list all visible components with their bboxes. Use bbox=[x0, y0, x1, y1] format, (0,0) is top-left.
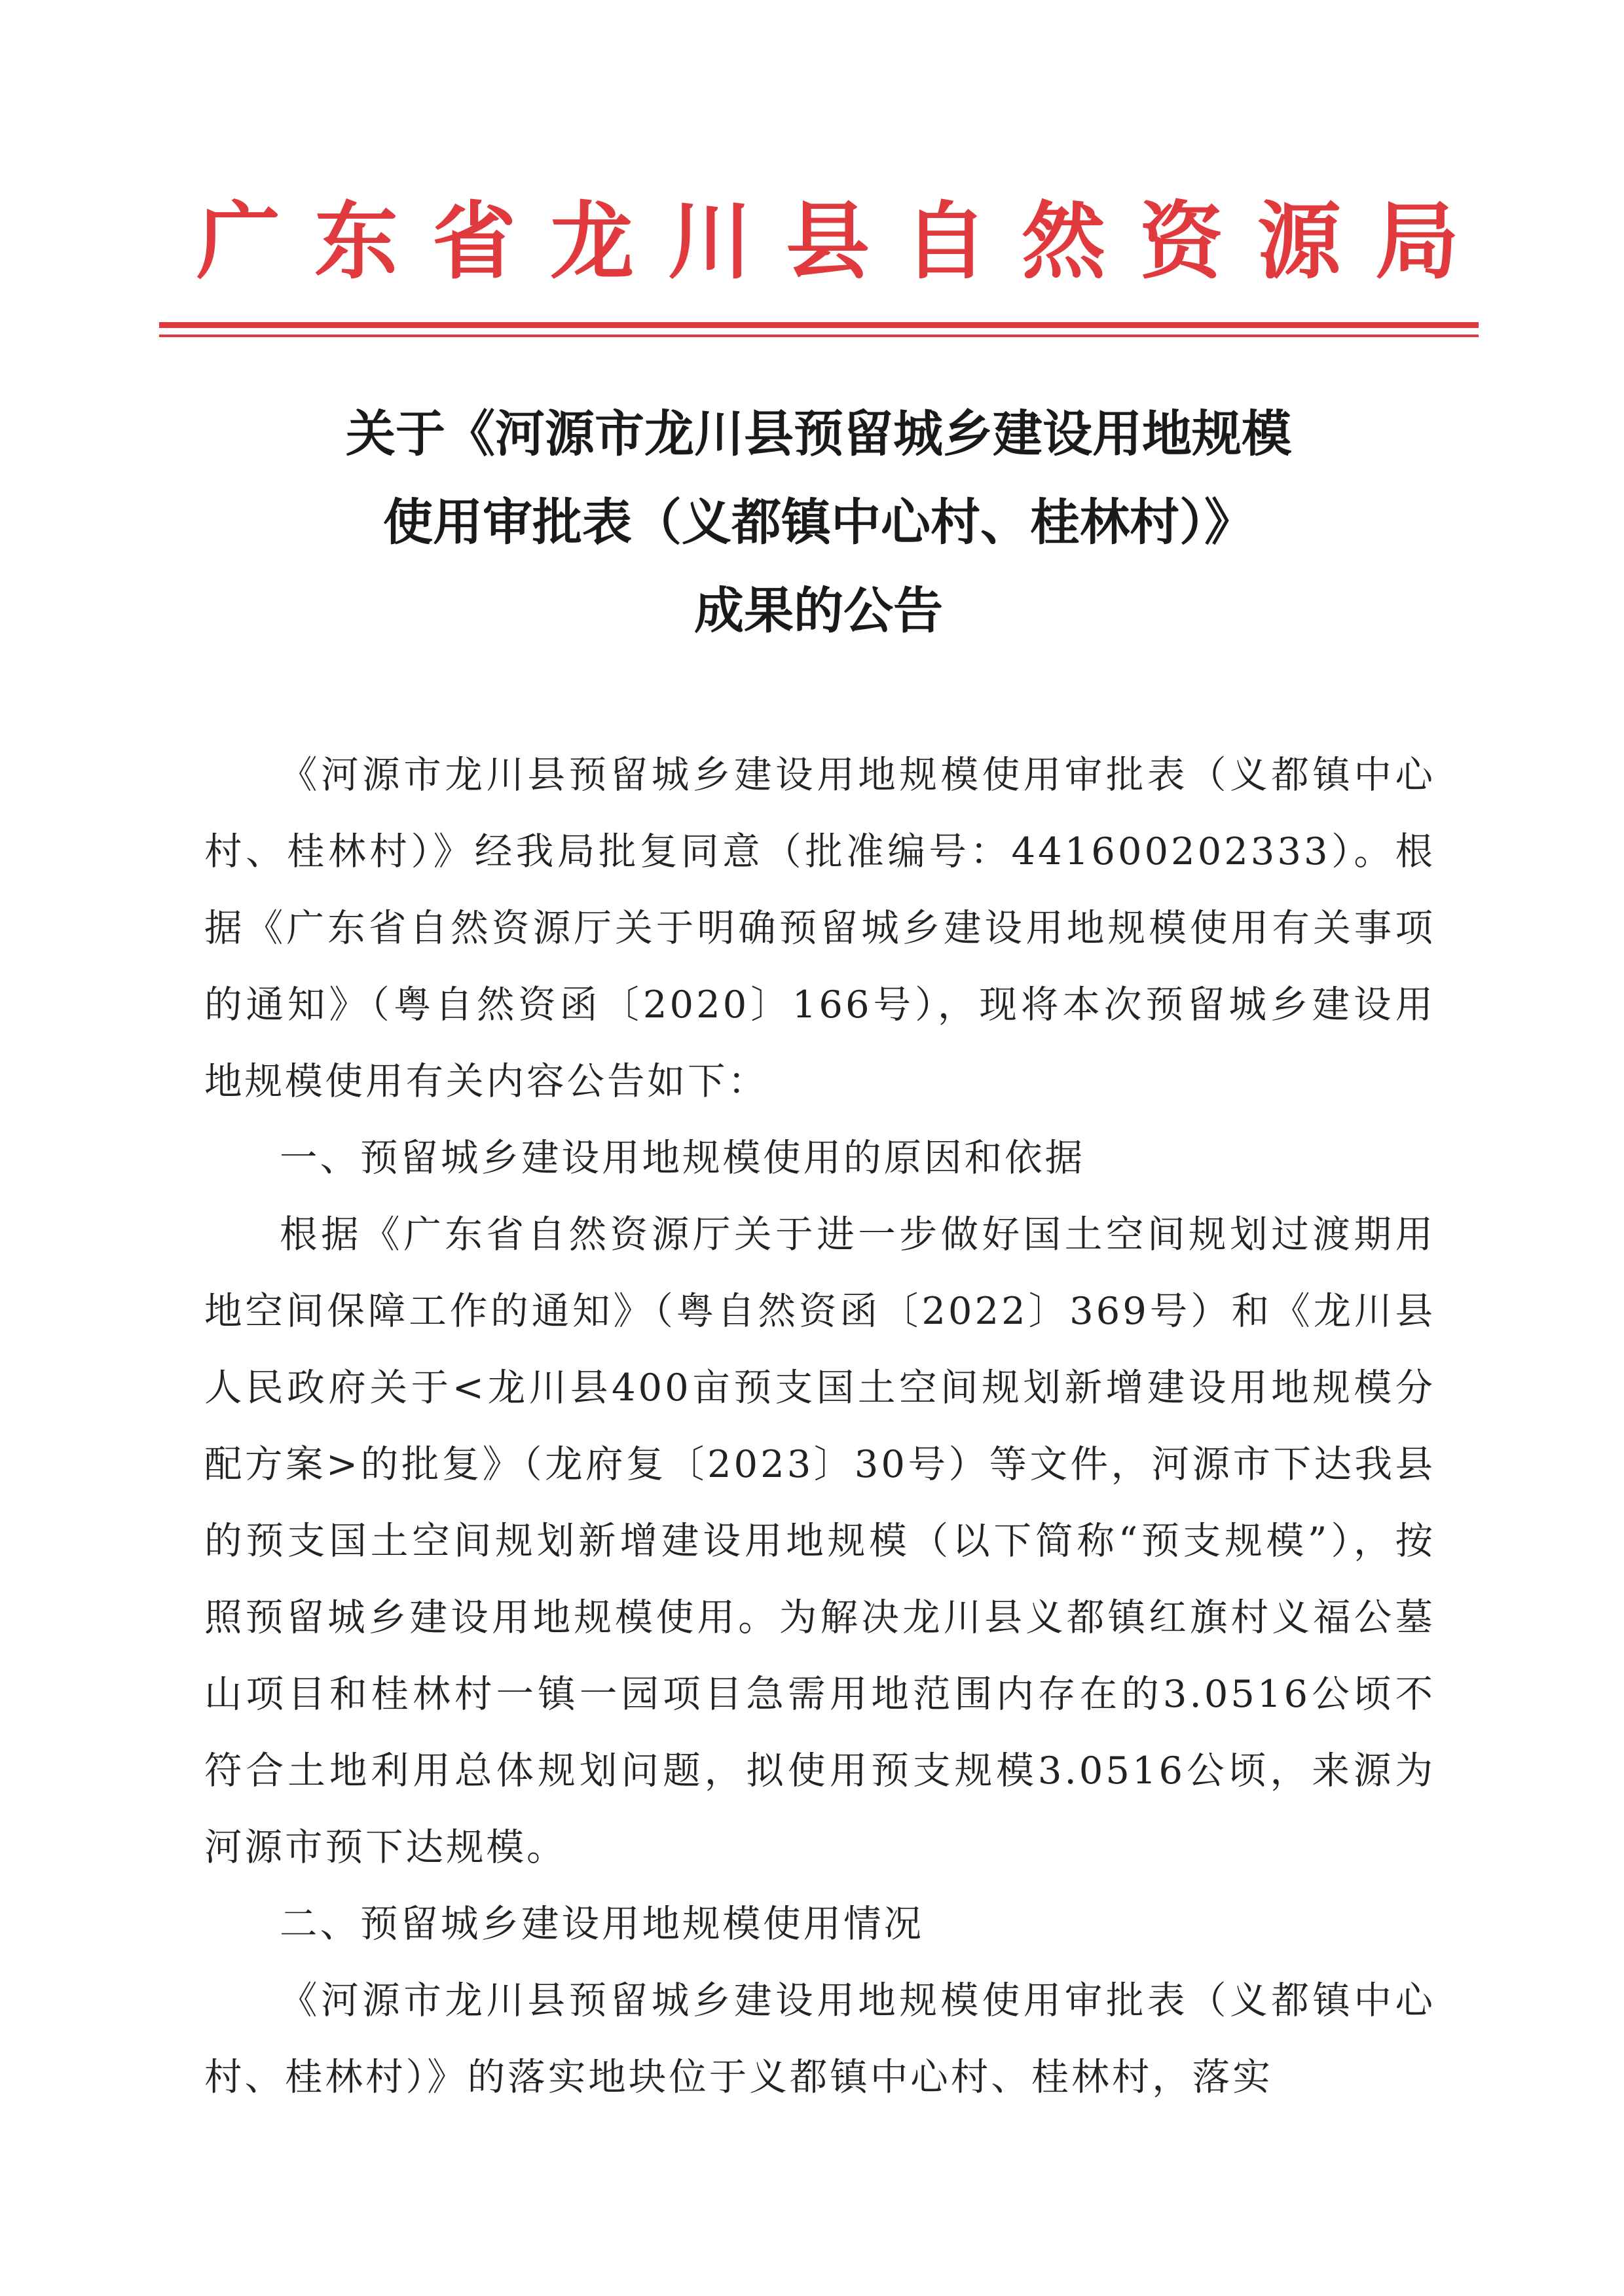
announcement-title bbox=[157, 390, 1480, 655]
section-heading-1: 一、预留城乡建设用地规模使用的原因和依据 bbox=[280, 1136, 1085, 1180]
title-line: 成果的公告 bbox=[694, 581, 943, 640]
section-heading-2: 二、预留城乡建设用地规模使用情况 bbox=[280, 1902, 924, 1946]
title-line: 使用审批表（义都镇中心村、桂林村）》 bbox=[383, 493, 1254, 551]
title-line: 关于《河源市龙川县预留城乡建设用地规模 bbox=[346, 405, 1291, 463]
intro-paragraph: 《河源市龙川县预留城乡建设用地规模使用审批表（义都镇中心村、桂林村）》经我局批复同意（批准编号：441600202333）。根据《广东省自然资源厅关于明确预留城乡建设用地规模使用有关事项的通知》（粤自然资函〔2020〕166号），现将本次预留城乡建设用地规模使用有关内容公告如下： bbox=[204, 753, 1435, 1103]
header-rule-thick bbox=[159, 322, 1479, 328]
issuer-masthead: 广东省龙川县自然资源局 bbox=[196, 193, 1494, 291]
header-rule-thin bbox=[159, 335, 1479, 337]
section-2-paragraph: 《河源市龙川县预留城乡建设用地规模使用审批表（义都镇中心村、桂林村）》的落实地块位于义都镇中心村、桂林村，落实 bbox=[204, 1978, 1435, 2099]
section-1-paragraph: 根据《广东省自然资源厅关于进一步做好国土空间规划过渡期用地空间保障工作的通知》（粤自然资函〔2022〕369号）和《龙川县人民政府关于<龙川县400亩预支国土空间规划新增建设用地规模分配方案>的批复》（龙府复〔2023〕30号）等文件，河源市下达我县的预支国土空间规划新增建设用地规模（以下简称“预支规模”），按照预留城乡建设用地规模使用。为解决龙川县义都镇红旗村义福公墓山项目和桂林村一镇一园项目急需用地范围内存在的3.0516公顷不符合土地利用总体规划问题，拟使用预支规模3.0516公顷，来源为河源市预下达规模。 bbox=[204, 1212, 1435, 1869]
announcement-body bbox=[204, 737, 1435, 2115]
